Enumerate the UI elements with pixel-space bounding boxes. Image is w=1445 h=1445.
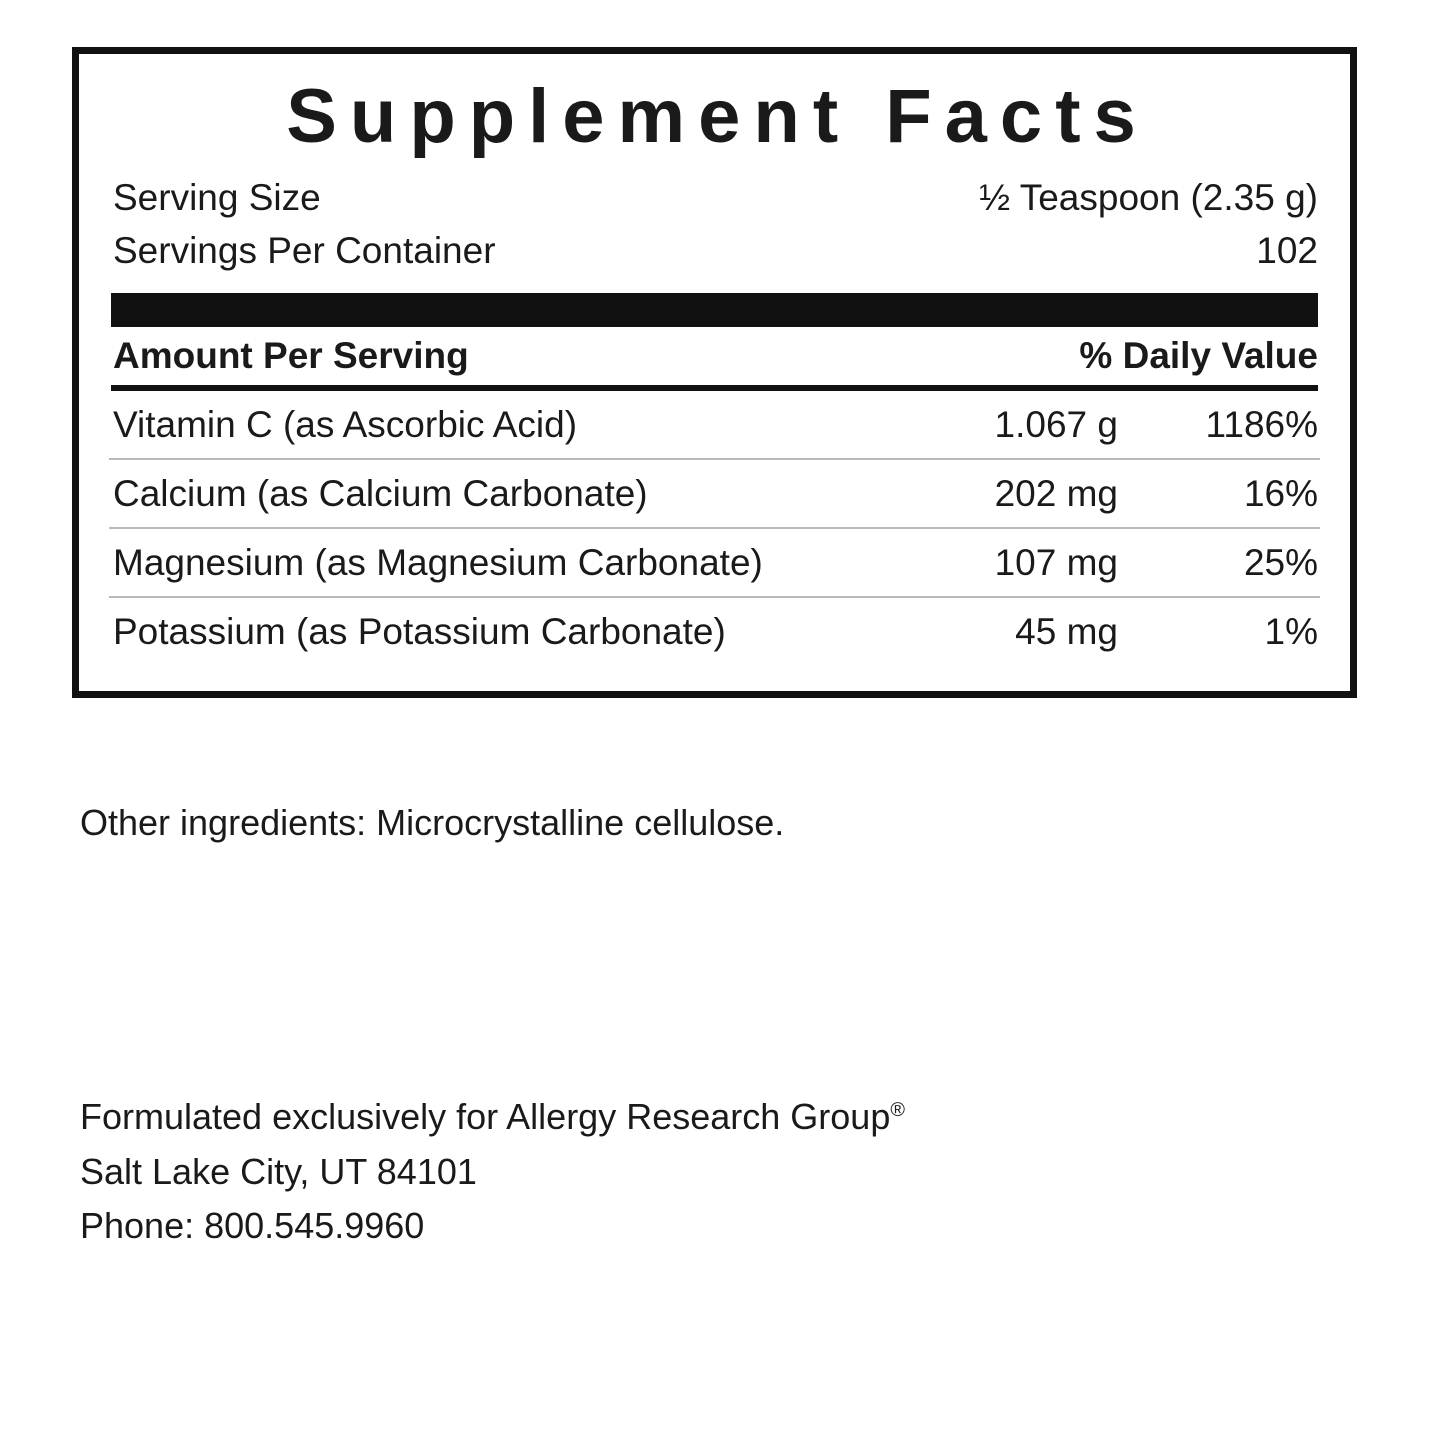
- nutrient-amount: 202 mg: [994, 473, 1118, 515]
- footer-address-line: Salt Lake City, UT 84101: [80, 1150, 477, 1192]
- nutrient-daily-value: 25%: [1243, 542, 1318, 584]
- daily-value-label: % Daily Value: [1079, 335, 1318, 377]
- nutrient-amount: 45 mg: [1015, 611, 1118, 653]
- nutrient-name: Vitamin C (as Ascorbic Acid): [113, 404, 578, 446]
- nutrient-name: Magnesium (as Magnesium Carbonate): [113, 542, 763, 584]
- nutrient-amount: 107 mg: [994, 542, 1118, 584]
- nutrient-daily-value: 16%: [1243, 473, 1318, 515]
- servings-per-container-value: 102: [1256, 229, 1318, 271]
- servings-per-container-row: [109, 225, 1320, 278]
- footer-formulated-text: Formulated exclusively for Allergy Research Group: [80, 1096, 891, 1137]
- nutrient-daily-value: 1%: [1264, 611, 1318, 653]
- nutrient-name: Calcium (as Calcium Carbonate): [113, 473, 648, 515]
- serving-size-value: ½ Teaspoon (2.35 g): [979, 177, 1318, 219]
- page-title: Supplement Facts: [286, 74, 1149, 159]
- servings-per-container-label: Servings Per Container: [113, 229, 496, 271]
- other-ingredients: Other ingredients: Microcrystalline cellulose.: [80, 802, 785, 843]
- serving-size-label: Serving Size: [113, 177, 321, 219]
- supplement-facts-panel: [72, 47, 1357, 698]
- footer-formulated-line: [80, 1090, 905, 1145]
- footer-phone-line: Phone: 800.545.9960: [80, 1205, 425, 1247]
- nutrient-amount: 1.067 g: [994, 404, 1118, 446]
- table-row: [109, 391, 1320, 460]
- serving-size-row: [109, 172, 1320, 225]
- table-row: [109, 598, 1320, 665]
- registered-trademark-icon: ®: [890, 1099, 905, 1121]
- nutrient-daily-value: 1186%: [1205, 404, 1318, 446]
- footer-block: [80, 1090, 905, 1254]
- amount-per-serving-label: Amount Per Serving: [113, 335, 469, 377]
- nutrient-name: Potassium (as Potassium Carbonate): [113, 611, 726, 653]
- amount-per-serving-header: [109, 327, 1320, 385]
- table-row: [109, 460, 1320, 529]
- thick-divider: [111, 293, 1318, 327]
- table-row: [109, 529, 1320, 598]
